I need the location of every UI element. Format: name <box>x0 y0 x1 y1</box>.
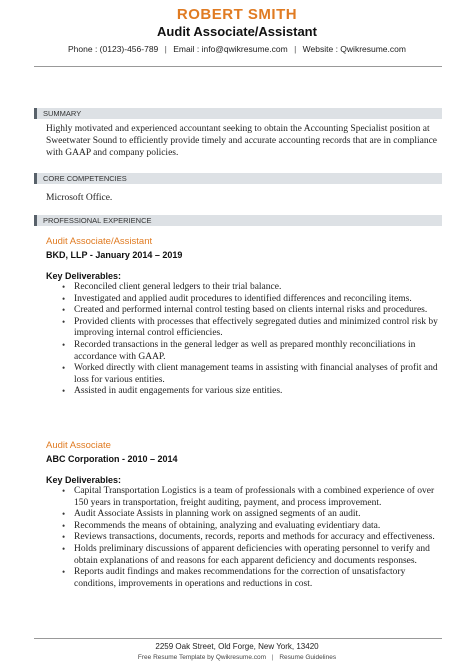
list-item: • Assisted in audit engagements for various size entities. <box>46 386 442 398</box>
list-item: • Capital Transportation Logistics is a team of professionals with a combined experience of over 150 years in transportation, freight auditing, payment, and process improvement. <box>46 486 442 509</box>
free-template-link[interactable]: Free Resume Template <box>137 654 206 661</box>
job-title-heading: Audit Associate/Assistant <box>157 24 317 39</box>
list-item: • Investigated and applied audit procedures to identified differences and reconciling items. <box>46 294 442 306</box>
list-item: • Holds preliminary discussions of apparent deficiencies with operating personnel to verify and obtain explanations of and reasons for each apparent deficiency and documents responses. <box>46 544 442 567</box>
separator: | <box>294 44 297 54</box>
separator: | <box>164 44 167 54</box>
list-item: • Provided clients with processes that effectively segregated duties and minimized control risk by improving internal control efficiencies. <box>46 317 442 340</box>
job-1-bullet-list <box>46 282 442 398</box>
footer-by-text: by Qwikresume.com <box>207 654 267 661</box>
header-divider <box>34 66 442 67</box>
job-1-meta: BKD, LLP - January 2014 – 2019 <box>46 250 183 260</box>
experience-heading: PROFESSIONAL EXPERIENCE <box>34 215 442 226</box>
list-item: • Reviews transactions, documents, records, reports and methods for accuracy and effectiveness. <box>46 532 442 544</box>
email-link[interactable]: Email : info@qwikresume.com <box>173 44 288 54</box>
website-link[interactable]: Website : Qwikresume.com <box>302 44 406 54</box>
list-item: • Worked directly with client management teams in assisting with financial analyses of profit and loss for various entities. <box>46 363 442 386</box>
list-item: • Reports audit findings and makes recommendations for the correction of unsatisfactory conditions, improvements in operations and reductions in cost. <box>46 567 442 590</box>
competencies-heading: CORE COMPETENCIES <box>34 173 442 184</box>
job-2-title: Audit Associate <box>46 440 111 451</box>
job-1-title: Audit Associate/Assistant <box>46 236 153 247</box>
job-2-bullet-list <box>46 486 442 590</box>
list-item: • Audit Associate Assists in planning work on assigned segments of an audit. <box>46 509 442 521</box>
list-item: • Recorded transactions in the general ledger as well as prepared monthly reconciliations in accordance with GAAP. <box>46 340 442 363</box>
candidate-name: ROBERT SMITH <box>176 6 298 23</box>
resume-guidelines-link[interactable]: Resume Guidelines <box>279 654 337 661</box>
job-1-deliverables-label: Key Deliverables: <box>46 271 122 281</box>
job-2-deliverables-label: Key Deliverables: <box>46 475 122 485</box>
separator: | <box>271 654 274 661</box>
phone-text: Phone : (0123)-456-789 <box>68 44 159 54</box>
summary-heading: SUMMARY <box>34 108 442 119</box>
competencies-text: Microsoft Office. <box>46 193 113 203</box>
list-item: • Reconciled client general ledgers to their trial balance. <box>46 282 442 294</box>
contact-line <box>0 44 474 54</box>
footer-divider <box>34 638 442 639</box>
footer-links <box>0 654 474 661</box>
list-item: • Recommends the means of obtaining, analyzing and evaluating evidentiary data. <box>46 521 442 533</box>
summary-text: Highly motivated and experienced accountant seeking to obtain the Accounting Specialist position at Sweetwater Sound to efficiently provide timely and accurate accounting records that are in compliance with GAAP and company policies. <box>46 124 438 158</box>
footer-address: 2259 Oak Street, Old Forge, New York, 13420 <box>155 642 319 651</box>
job-2-meta: ABC Corporation - 2010 – 2014 <box>46 454 178 464</box>
list-item: • Created and performed internal control testing based on clients internal risks and procedures. <box>46 305 442 317</box>
